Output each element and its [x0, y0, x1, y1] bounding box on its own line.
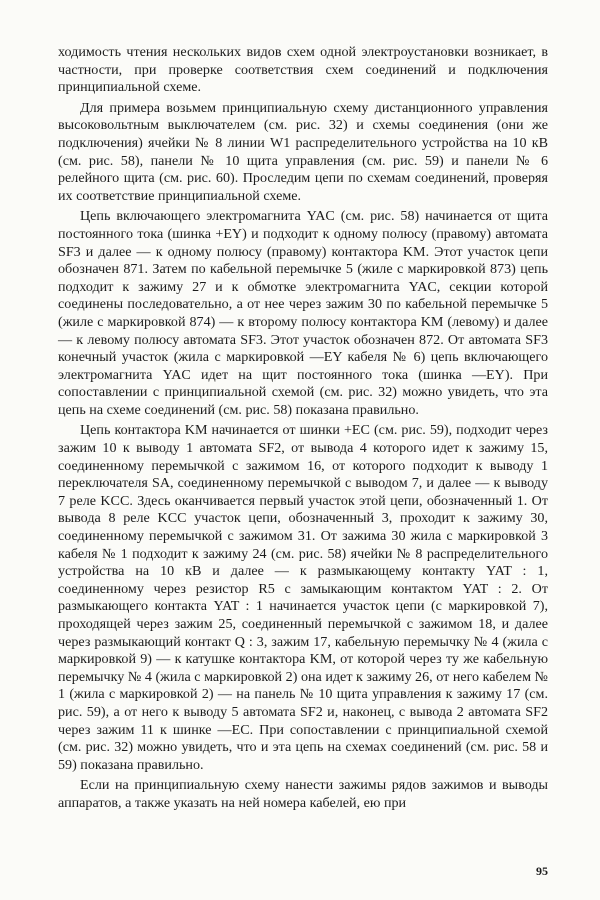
body-text: [58, 44, 548, 813]
paragraph-yac-circuit: Цепь включающего электромагнита YAC (см. рис. 58) начинается от щита постоянного тока (шинка +EY) и подходит к одному полюсу (правому) автомата SF3 и далее — к одному полюсу (правому) контактора KM. Этот участок цепи обозначен 871. Затем по кабельной перемычке 5 (жиле с маркировкой 873) цепь подходит к зажиму 27 и к обмотке электромагнита YAC, секции которой соединены последовательно, а от нее через зажим 30 по кабельной перемычке 5 (жиле с маркировкой 874) — к второму полюсу контактора KM (левому) и далее — к левому полюсу автомата SF3. Этот участок обозначен 872. От автомата SF3 конечный участок (жила с маркировкой —EY кабеля № 6) цепь включающего электромагнита YAC идет на щит постоянного тока (шинка —EY). При сопоставлении с принципиальной схемой (см. рис. 32) можно увидеть, что эта цепь на схеме соединений (см. рис. 58) показана правильно.: [58, 208, 548, 418]
paragraph-final: Если на принципиальную схему нанести зажимы рядов зажимов и выводы аппаратов, а также указать на ней номера кабелей, ею при: [58, 777, 548, 811]
paragraph-example: Для примера возьмем принципиальную схему дистанционного управления высоковольтным выключателем (см. рис. 32) и схемы соединения (они же подключения) ячейки № 8 линии W1 распределительного устройства на 10 кВ (см. рис. 58), панели № 10 щита управления (см. рис. 59) и панели № 6 релейного щита (см. рис. 60). Проследим цепи по схемам соединений, проверяя их соответствие принципиальной схеме.: [58, 99, 548, 204]
paragraph-continuation: ходимость чтения нескольких видов схем одной электроустановки возникает, в частности, при проверке соответствия схем соединений и подключения принципиальной схеме.: [58, 44, 548, 96]
page-number: 95: [536, 864, 548, 878]
paragraph-km-circuit: Цепь контактора KM начинается от шинки +EC (см. рис. 59), подходит через зажим 10 к выводу 1 автомата SF2, от вывода 4 которого идет к зажиму 15, соединенному перемычкой с зажимом 16, от которого подходит к выводу 1 переключателя SA, соединенному перемычкой с выводом 7, и далее — к выводу 7 реле KCC. Здесь оканчивается первый участок этой цепи, обозначенный 1. От вывода 8 реле KCC участок цепи, обозначенный 3, проходит к зажиму 30, соединенному перемычкой с зажимом 31. От зажима 30 жила с маркировкой 3 кабеля № 1 подходит к зажиму 24 (см. рис. 58) ячейки № 8 распределительного устройства на 10 кВ и далее — к размыкающему контакту YAT : 1, соединенному через резистор R5 с замыкающим контактом YAT : 2. От размыкающего контакта YAT : 1 начинается участок цепи (с маркировкой 7), проходящей через зажим 25, соединенный перемычкой с зажимом 18, и далее через размыкающий контакт Q : 3, зажим 17, кабельную перемычку № 4 (жила с маркировкой 9) — к катушке контактора KM, от которой через ту же кабельную перемычку № 4 (жила с маркировкой 2) она идет к зажиму 26, от него кабелем № 1 (жила с маркировкой 2) — на панель № 10 щита управления к зажиму 17 (см. рис. 59), а от него к выводу 5 автомата SF2 и, наконец, с вывода 2 автомата SF2 через зажим 11 к шинке —EC. При сопоставлении с принципиальной схемой (см. рис. 32) можно увидеть, что и эта цепь на схемах соединений (см. рис. 58 и 59) показана правильно.: [58, 422, 548, 773]
